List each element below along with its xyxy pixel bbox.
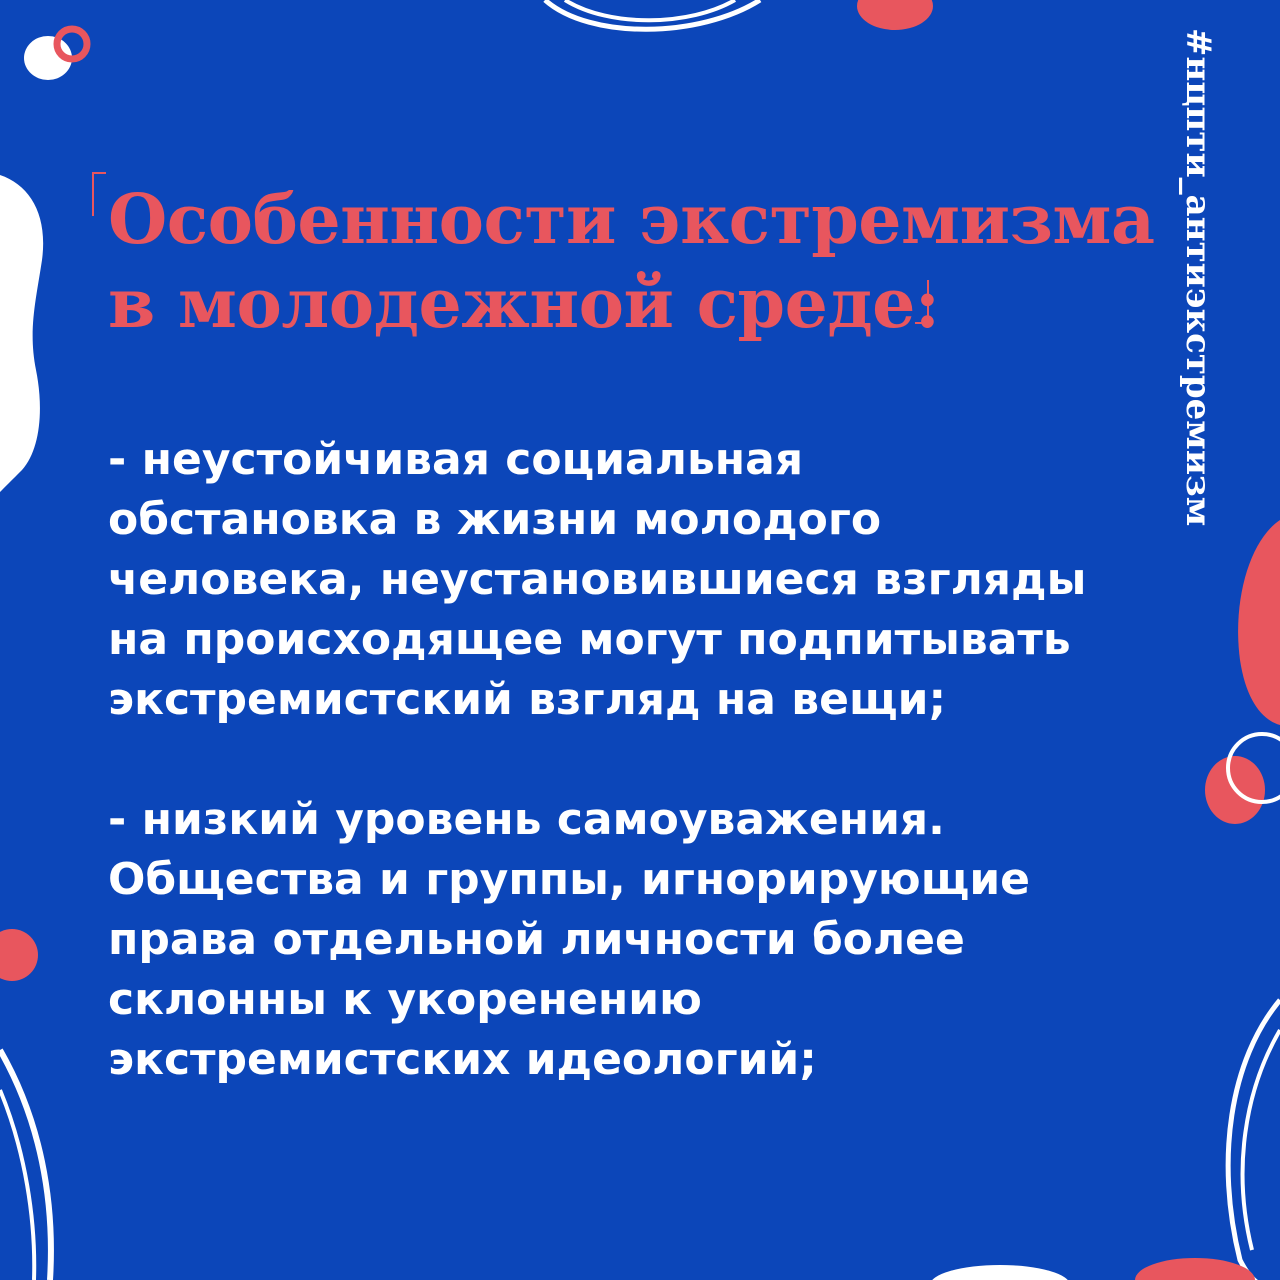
paragraph-line: склонны к укоренению: [108, 974, 702, 1025]
bottom-right-white-arc-2: [1243, 1030, 1280, 1250]
paragraph-2: [108, 790, 1188, 1090]
paragraph-line: на происходящее могут подпитывать: [108, 614, 1071, 665]
top-coral-blob: [857, 0, 933, 30]
paragraph-line: Общества и группы, игнорирующие: [108, 854, 1031, 905]
title-line-2: в молодежной среде:: [108, 264, 940, 344]
hashtag-label: #нцпти_антиэкстремизм: [1178, 28, 1218, 527]
paragraph-line: права отдельной личности более: [108, 914, 965, 965]
paragraph-line: человека, неустановившиеся взгляды: [108, 554, 1087, 605]
title-bracket-open: [92, 172, 106, 216]
top-white-arc-2: [565, 0, 735, 20]
body-text: [108, 430, 1188, 1150]
bottom-right-coral-blob: [1135, 1258, 1255, 1280]
paragraph-line: экстремистский взгляд на вещи;: [108, 674, 947, 725]
left-coral-dot: [0, 929, 38, 981]
paragraph-line: экстремистских идеологий;: [108, 1034, 817, 1085]
paragraph-1: [108, 430, 1188, 730]
page-title: [108, 178, 1188, 346]
paragraph-line: - низкий уровень самоуважения.: [108, 794, 945, 845]
bottom-white-blob: [930, 1265, 1070, 1280]
paragraph-line: - неустойчивая социальная: [108, 434, 804, 485]
title-bracket-close: [915, 280, 929, 324]
left-white-blob: [0, 175, 43, 492]
bottom-left-white-arc: [0, 1050, 51, 1280]
right-coral-blob: [1238, 520, 1280, 725]
paragraph-line: обстановка в жизни молодого: [108, 494, 882, 545]
title-line-1: Особенности экстремизма: [108, 180, 1155, 260]
